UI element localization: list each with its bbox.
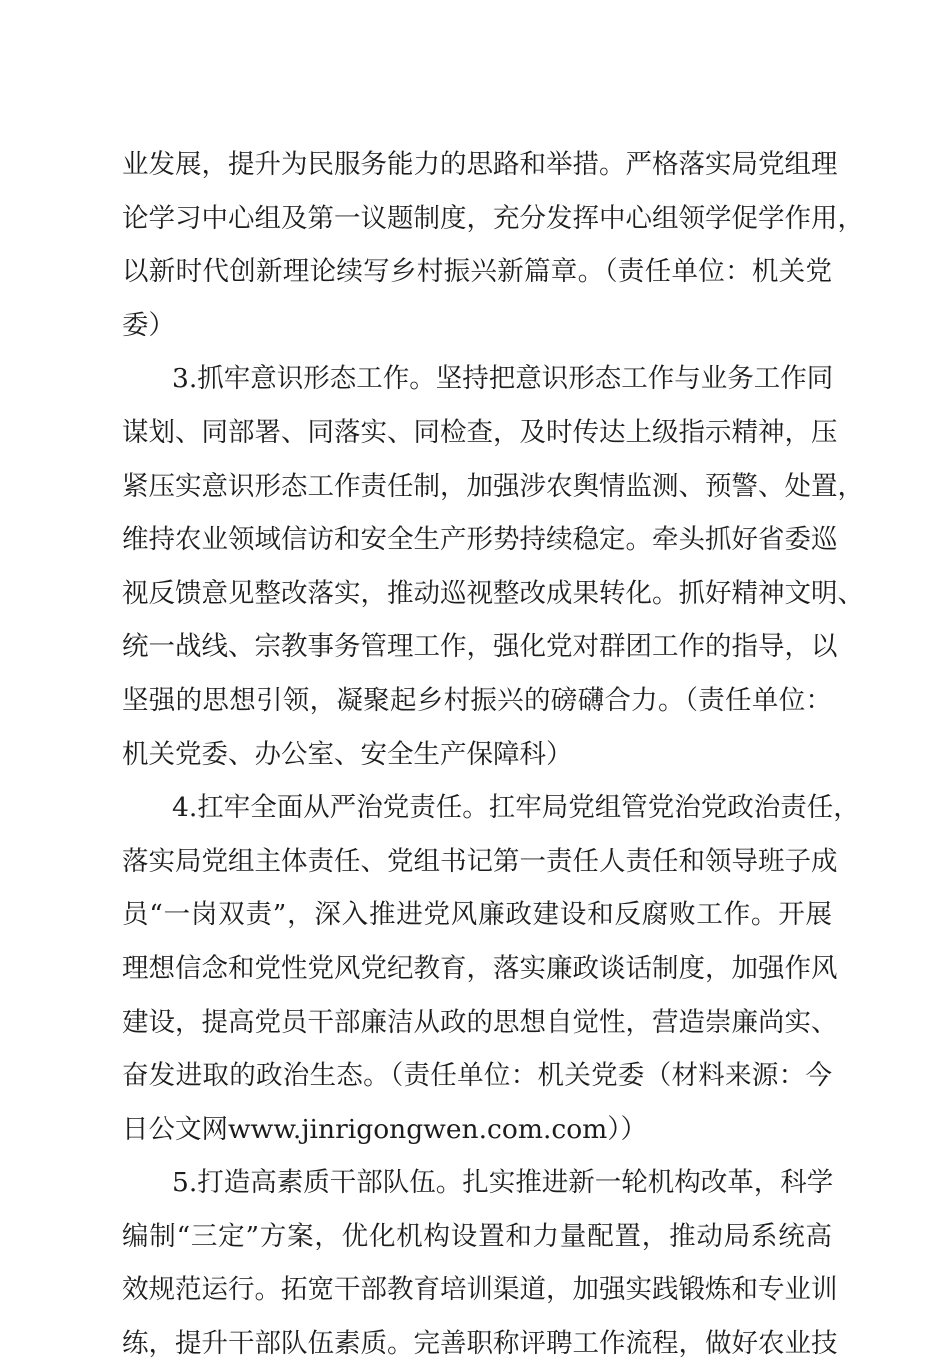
text-line: 员“一岗双责”，深入推进党风廉政建设和反腐败工作。开展: [122, 899, 832, 931]
text-line: 业发展，提升为民服务能力的思路和举措。严格落实局党组理: [122, 149, 838, 180]
text-line: 谋划、同部署、同落实、同检查，及时传达上级指示精神，压: [122, 416, 838, 448]
paragraph-item-4: [122, 781, 860, 1156]
text-line: 委）: [122, 309, 175, 341]
text-line: 视反馈意见整改落实，推动巡视整改成果转化。抓好精神文明、: [122, 577, 864, 609]
text-line: 日公文网www.jinrigongwen.com.com））: [122, 1113, 648, 1145]
text-line: 效规范运行。拓宽干部教育培训渠道，加强实践锻炼和专业训: [122, 1274, 838, 1306]
text-line: 3.抓牢意识形态工作。坚持把意识形态工作与业务工作同: [172, 363, 834, 395]
text-line: 统一战线、宗教事务管理工作，强化党对群团工作的指导，以: [122, 631, 838, 663]
text-line: 5.打造高素质干部队伍。扎实推进新一轮机构改革，科学: [172, 1167, 834, 1199]
text-line: 练，提升干部队伍素质。完善职称评聘工作流程，做好农业技: [122, 1328, 838, 1360]
document-body: [122, 138, 864, 1371]
text-line: 建设，提高党员干部廉洁从政的思想自觉性，营造崇廉尚实、: [122, 1006, 838, 1038]
text-line: 以新时代创新理论续写乡村振兴新篇章。（责任单位：机关党: [122, 256, 832, 288]
paragraph-item-3: [122, 352, 864, 781]
text-line: 编制“三定”方案，优化机构设置和力量配置，推动局系统高: [122, 1220, 832, 1252]
text-line: 4.扛牢全面从严治党责任。扛牢局党组管党治党政治责任，: [172, 792, 860, 824]
text-line: 机关党委、办公室、安全生产保障科）: [122, 738, 573, 770]
text-line: 落实局党组主体责任、党组书记第一责任人责任和领导班子成: [122, 845, 838, 877]
text-line: 奋发进取的政治生态。（责任单位：机关党委（材料来源：今: [122, 1060, 832, 1092]
text-line: 坚强的思想引领，凝聚起乡村振兴的磅礴合力。（责任单位：: [122, 684, 832, 716]
paragraph-continuation: [122, 138, 864, 352]
text-line: 理想信念和党性党风党纪教育，落实廉政谈话制度，加强作风: [122, 952, 838, 984]
text-line: 论学习中心组及第一议题制度，充分发挥中心组领学促学作用，: [122, 202, 864, 234]
text-line: 维持农业领域信访和安全生产形势持续稳定。牵头抓好省委巡: [122, 524, 838, 556]
text-line: 紧压实意识形态工作责任制，加强涉农舆情监测、预警、处置，: [122, 470, 864, 502]
paragraph-item-5: [122, 1156, 838, 1370]
